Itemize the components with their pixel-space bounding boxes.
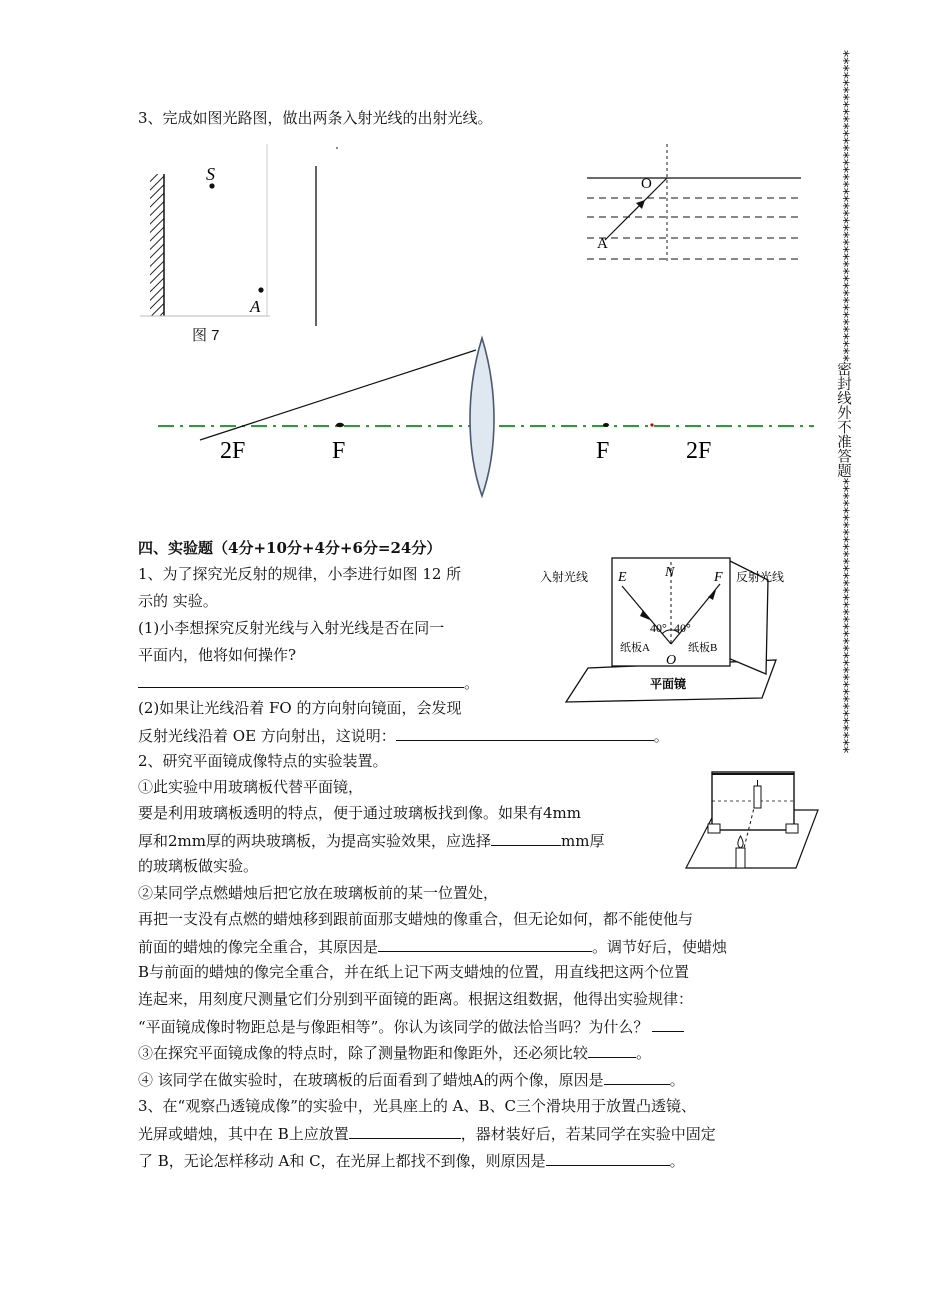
q2-line-4-end: mm厚 [561,832,605,850]
seal-line-text: *******************************************密封线外不准答题************************************** [835,50,851,754]
label-o: O [666,653,677,668]
figure-12 [540,548,808,708]
q1-conclusion-blank[interactable] [396,725,654,741]
point-a-dot [258,287,263,292]
left-f-mark [336,423,344,427]
lens-figure [150,330,820,502]
point-s-dot [209,183,214,188]
left-2f-label: 2F [220,438,246,464]
q1-answer-line [138,672,479,693]
q3-b-blank[interactable] [349,1123,461,1139]
q2-line-2: ①此实验中用玻璃板代替平面镜， [138,778,364,796]
q3-line-1: 3、在“观察凸透镜成像”的实验中，光具座上的 A、B、C三个滑块用于放置凸透镜、 [138,1097,696,1115]
q1-line-2: 示的 实验。 [138,592,218,610]
q3-line-3-end: 。 [669,1152,685,1170]
refraction-figure [585,142,805,267]
small-dot [336,147,338,149]
q3-line-3 [138,1150,685,1171]
q2-line-6: ②某同学点燃蜡烛后把它放在玻璃板前的某一位置处， [138,884,499,902]
convex-lens [470,338,494,496]
label-reflected: 反射光线 [736,570,785,584]
label-board-b: 纸板B [688,642,718,654]
q3-line-2 [138,1123,716,1144]
q2-line-8-text: 前面的蜡烛的像完全重合，其原因是 [138,938,379,956]
q1-answer-end: 。 [464,674,480,692]
q2-line-11-text: “平面镜成像时物距总是与像距相等”。你认为该同学的做法恰当吗？为什么？ [138,1018,649,1036]
right-f-mark [603,423,609,427]
red-dot [650,423,653,426]
label-angle-right: 40° [674,621,691,635]
plane-mirror-apparatus [672,764,822,876]
label-f: F [714,570,723,585]
label-n: N [665,565,675,580]
q2-line-12 [138,1042,651,1063]
label-mirror: 平面镜 [650,677,687,691]
label-angle-left: 40° [650,621,667,635]
q1-line-7-end: 。 [653,727,669,745]
q2-line-9: B与前面的蜡烛的像完全重合，并在纸上记下两支蜡烛的位置，用直线把这两个位置 [138,963,690,981]
right-2f-label: 2F [686,438,712,464]
q2-reason-blank[interactable] [378,936,592,952]
q1-line-7-text: 反射光线沿着 OE 方向射出，这说明： [138,727,396,745]
left-f-label: F [332,438,346,464]
right-f-label: F [596,438,610,464]
stand-right [786,824,798,833]
point-s-label: S [206,164,215,184]
q2-line-8-end: 。调节好后，使蜡烛 [592,938,728,956]
q2-line-7: 再把一支没有点燃的蜡烛移到跟前面那支蜡烛的像重合，但无论如何，都不能使他与 [138,910,694,928]
q2-line-12-end: 。 [636,1044,652,1062]
candle-a [736,848,745,868]
q2-compare-blank[interactable] [588,1042,636,1058]
q3-line-3-text: 了 B，无论怎样移动 A和 C，在光屏上都找不到像，则原因是 [138,1152,546,1170]
figure-7-caption: 图 7 [192,327,220,344]
label-e: E [618,570,627,585]
q2-line-4-text: 厚和2mm厚的两块玻璃板，为提高实验效果，应选择 [138,832,491,850]
q1-line-7 [138,725,669,746]
q1-line-4: 平面内，他将如何操作? [138,646,297,664]
q1-line-3: (1)小李想探究反射光线与入射光线是否在同一 [138,619,445,637]
point-o-label: O [641,176,652,192]
q2-line-13-end: 。 [669,1071,685,1089]
q1-line-6: (2)如果让光线沿着 FO 的方向射向镜面，会发现 [138,699,462,717]
q2-why-blank[interactable] [652,1016,684,1032]
point-a-label: A [250,297,261,316]
q2-thickness-blank[interactable] [491,830,561,846]
stand-left [708,824,720,833]
point-a-label-2: A [597,236,608,252]
q2-line-3: 要是利用玻璃板透明的特点，便于通过玻璃板找到像。如果有4mm [138,804,581,822]
q1-line-1: 1、为了探究光反射的规律，小李进行如图 12 所 [138,565,462,583]
q1-answer-blank[interactable] [138,672,464,688]
q2-line-5: 的玻璃板做实验。 [138,857,259,875]
candle-b [754,786,761,808]
q2-line-8 [138,936,727,957]
q3-line-2-text: 光屏或蜡烛，其中在 B上应放置 [138,1125,349,1143]
mirror-hatch [150,174,164,316]
q2-line-4 [138,830,604,851]
q2-line-13-text: ④ 该同学在做实验时，在玻璃板的后面看到了蜡烛A的两个像，原因是 [138,1071,604,1089]
figure-7 [140,140,340,350]
q2-line-12-text: ③在探究平面镜成像的特点时，除了测量物距和像距外，还必须比较 [138,1044,589,1062]
q2-line-11 [138,1016,684,1037]
q2-line-10: 连起来，用刻度尺测量它们分别到平面镜的距离。根据这组数据，他得出实验规律： [138,990,694,1008]
q3-reason-blank[interactable] [546,1150,670,1166]
q2-two-images-blank[interactable] [604,1069,670,1085]
incident-ray [605,178,667,240]
label-board-a: 纸板A [620,642,650,654]
q3-line-2-tail: ，器材装好后，若某同学在实验中固定 [460,1125,716,1143]
section-4-heading: 四、实验题（4分+10分+4分+6分=24分） [138,539,442,557]
q2-line-1: 2、研究平面镜成像特点的实验装置。 [138,752,388,770]
q3-intro: 3、完成如图光路图，做出两条入射光线的出射光线。 [138,109,493,127]
label-incident: 入射光线 [540,570,589,584]
q2-line-13 [138,1069,685,1090]
